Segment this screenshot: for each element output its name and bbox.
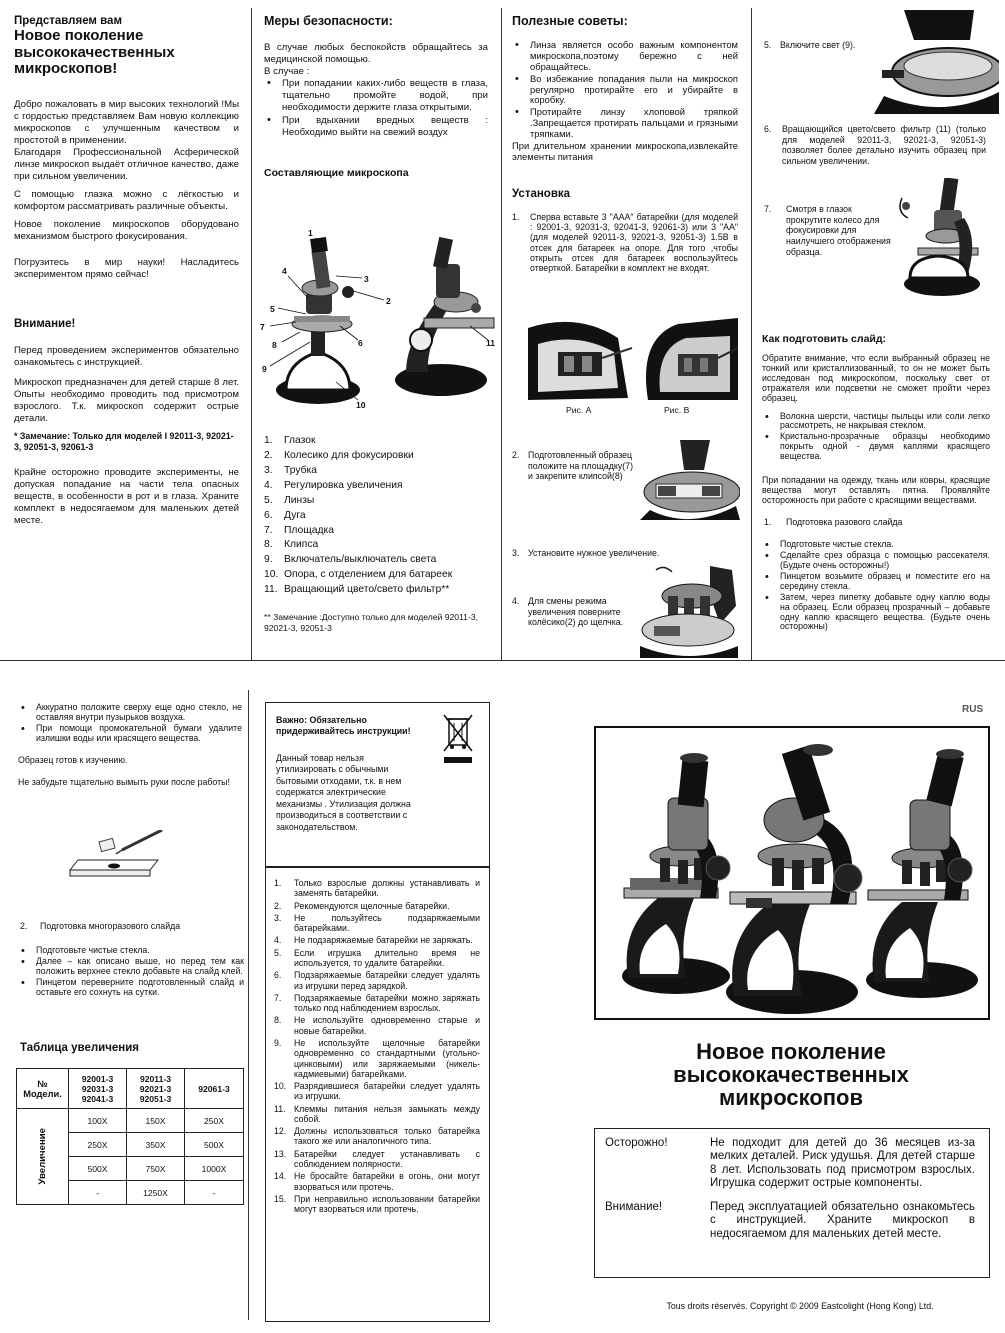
- divider-v1: [251, 8, 252, 660]
- parts-item: 9. Включатель/выключатель света: [264, 554, 437, 566]
- prep1-bullet: • Подготовьте чистые стекла.: [762, 540, 990, 550]
- battery-rule: 3. Не пользуйтесь подзаряжаемыми батарейками.: [274, 912, 480, 934]
- column-intro: [14, 14, 239, 527]
- slide-finish-bullet: • Аккуратно положите сверху еще одно стекло, не оставляя внутри пузырьков воздуха.: [18, 703, 242, 723]
- slide-finish-bullets: [18, 703, 242, 744]
- prep2-bullets: [18, 946, 244, 998]
- product-microscope-left: [622, 753, 730, 994]
- setup-step-7: 7. Смотря в глазок прокрутите колесо для фокусировки для наилучшего отображения образца.: [764, 204, 891, 257]
- fig-b-caption: Рис. B: [664, 405, 690, 415]
- cover-warning-box: [594, 1128, 990, 1278]
- table-header-col: 92011-3 92021-3 92051-3: [127, 1069, 185, 1109]
- table-header-col: 92001-3 92031-3 92041-3: [69, 1069, 127, 1109]
- table-cell: 500X: [185, 1133, 244, 1157]
- attention-label: Внимание!: [605, 1200, 663, 1213]
- callout-5: 5: [270, 304, 275, 314]
- battery-rule: 1. Только взрослые должны устанавливать и заменять батарейки.: [274, 878, 480, 899]
- divider-v4: [248, 690, 249, 1320]
- battery-photo-b: [638, 318, 738, 400]
- parts-item: 8. Клипса: [264, 539, 319, 551]
- battery-rule: 14. Не бросайте батарейки в огонь, они могут взорваться или протечь.: [274, 1171, 480, 1192]
- battery-rule: 4. Не подзаряжаемые батарейки не заряжать.: [274, 935, 473, 946]
- slide-title: Как подготовить слайд:: [762, 333, 887, 345]
- magnification-table: [16, 1068, 244, 1205]
- table-cell: 1000X: [185, 1157, 244, 1181]
- intro-p1: Добро пожаловать в мир высоких технологий !Мы с гордостью представляем Вам новую коллекцию микроскопов с улучшенным качеством и простотой в применении.: [14, 98, 239, 146]
- setup-step-4: 4. Для смены режима увеличения поверните колёсико(2) до щелчка.: [512, 596, 624, 628]
- product-microscope-right: [866, 749, 978, 998]
- slide-bullet: • Кристально-прозрачные образцы необходимо покрыть одной - двумя каплями красящего вещества.: [762, 432, 990, 462]
- safety-list: [264, 78, 488, 139]
- parts-title: Составляющие микроскопа: [264, 166, 409, 179]
- safety-p2: В случае :: [264, 65, 310, 77]
- intro-p5: Погрузитесь в мир науки! Насладитесь экспериментом прямо сейчас!: [14, 256, 239, 280]
- battery-rule: 15. При неправильно использовании батарейки могут взорваться или протечь.: [274, 1193, 480, 1215]
- slide-finish-bullet: • При помощи промокательной бумаги удалите излишки воды или красящего вещества.: [18, 724, 242, 744]
- stain-note: При попадании на одежду, ткань или ковры, красящие вещества могут оставлять пятна. Проявляйте осторожность при работе с красящими веществами.: [762, 475, 990, 506]
- battery-rule: 6. Подзаряжаемые батарейки следует удалять из игрушки перед зарядкой.: [274, 970, 480, 991]
- battery-rule: 5. Если игрушка длительно время не используется, то удалите батарейки.: [274, 947, 480, 968]
- magnification-wheel-photo: [640, 566, 740, 658]
- parts-item: 2. Колесико для фокусировки: [264, 449, 414, 461]
- bottom-left-prep2: [18, 922, 244, 1055]
- battery-rule: 12. Должны использоваться только батарейка такого же или аналогичного типа.: [274, 1126, 480, 1147]
- disposal-box: [265, 702, 490, 867]
- column-slide-prep: [762, 334, 990, 633]
- prep2-title: 2. Подготовка многоразового слайда: [20, 921, 181, 931]
- safety-p1: В случае любых беспокойств обращайтесь за медицинской помощью.: [264, 41, 488, 65]
- parts-item: 1. Глазок: [264, 435, 316, 446]
- parts-item: 5. Линзы: [264, 494, 315, 506]
- tips-item: • Линза является особо важным компонентом микроскопа,поэтому бережно с ней обращайтесь.: [512, 40, 738, 72]
- setup-step-2: 2. Подготовленный образец положите на площадку(7) и закрепите клипсой(8): [512, 450, 633, 482]
- focus-microscope-photo: [898, 178, 982, 302]
- tips-tail: При длительном хранении микроскопа,извлекайте элементы питания: [512, 139, 738, 162]
- light-switch-photo: [874, 10, 999, 114]
- attention-p4: Крайне осторожно проводите эксперименты, не допуская попадание на части тела опасных веществ, в особенности в рот и в глаза. Храните комплект в недосягаемом для маленьких детей месте.: [14, 466, 239, 526]
- parts-list: [264, 434, 492, 598]
- callout-7: 7: [260, 322, 265, 332]
- prep2-bullet: • Пинцетом переверните подготовленный слайд и оставьте его сохнуть на сутки.: [18, 978, 244, 998]
- table-cell: 350X: [127, 1133, 185, 1157]
- divider-h1: [0, 660, 1005, 661]
- callout-3: 3: [364, 274, 369, 284]
- language-tag: RUS: [962, 704, 984, 715]
- table-cell: 500X: [69, 1157, 127, 1181]
- table-row-label: Увеличение: [17, 1109, 69, 1205]
- intro-title: Новое поколение высококачественных микроскопов!: [14, 27, 175, 77]
- battery-rule: 7. Подзаряжаемые батарейки можно заряжать только под наблюдением взрослых.: [274, 992, 480, 1014]
- setup-step-1: 1. Сперва вставьте 3 "ААА" батарейки (для моделей : 92001-3, 92031-3, 92041-3, 92061-3) или 3 "АА" (для моделей 92011-3, 92021-3, 92051-3) 1.5В в отсек для батареек на опоре. Для того ,чтобы открыть отсек для батареек воспользуйтесь отверткой. Батарейки в комплект не входят.: [512, 211, 738, 274]
- divider-v3: [751, 8, 752, 660]
- attention-note: * Замечание: Только для моделей I 92011-3, 92021-3, 92051-3, 92061-3: [14, 431, 234, 452]
- crossed-bin-icon: [440, 711, 476, 767]
- column-tips: [512, 14, 738, 274]
- attention-p2: Микроскоп предназначен для детей старше 8 лет. Опыты необходимо проводить под присмотром взрослого. Т.к. микроскоп содержит острые детали.: [14, 377, 239, 425]
- parts-note: ** Замечание :Доступно только для моделей 92011-3, 92021-3, 92051-3: [264, 612, 478, 634]
- setup-step-5: 5. Включите свет (9).: [764, 40, 856, 50]
- column-safety: [264, 14, 488, 180]
- safety-item: • При вдыхании вредных веществ : Необходимо выйти на свежий воздух: [264, 115, 488, 139]
- table-header-models: № Модели.: [17, 1069, 69, 1109]
- tips-item: • Протирайте линзу хлоповой тряпкой .Запрещается протирать пальцами и грязными тряпками.: [512, 107, 738, 139]
- intro-p2: Благодаря Профессиональной Асферической линзе микроскоп выдаёт отличное качество, даже при сильном увеличении.: [14, 146, 239, 182]
- parts-list-block: [264, 434, 492, 634]
- parts-item: 4. Регулировка увеличения: [264, 479, 403, 491]
- ready-note: Образец готов к изучению.: [18, 754, 128, 765]
- battery-rule: 9. Не используйте щелочные батарейки одновременно со стандартными (угольно-цинковыми) или заряжаемыми (никель-кадмиевыми) батарейками.: [274, 1037, 480, 1079]
- table-cell: 250X: [69, 1133, 127, 1157]
- parts-item: 6. Дуга: [264, 509, 306, 521]
- table-cell: -: [185, 1181, 244, 1205]
- wash-note: Не забудьте тщательно вымыть руки после работы!: [18, 776, 230, 787]
- parts-item: 3. Трубка: [264, 464, 317, 476]
- prep1-bullet: • Сделайте срез образца с помощью рассекателя. (Будьте очень осторожны!): [762, 551, 990, 571]
- table-title: Таблица увеличения: [20, 1041, 140, 1054]
- microscope-parts-diagram: [256, 222, 498, 418]
- setup-title: Установка: [512, 188, 571, 201]
- battery-rule: 10. Разрядившиеся батарейки следует удалять из игрушки.: [274, 1081, 480, 1102]
- intro-label: Представляем вам: [14, 15, 122, 27]
- callout-4: 4: [282, 266, 287, 276]
- parts-item: 7. Площадка: [264, 524, 334, 536]
- microscopes-product-photo: [596, 728, 988, 1018]
- attention-p1: Перед проведением экспериментов обязательно ознакомьтесь с инструкцией.: [14, 345, 239, 369]
- disposal-title: Важно: Обязательно придерживайтесь инструкции!: [276, 715, 411, 736]
- intro-p3: С помощью глазка можно с лёгкостью и комфортом рассматривать различные объекты.: [14, 188, 239, 212]
- warning-label: Осторожно!: [605, 1137, 668, 1149]
- microscope-right-illustration: [395, 237, 494, 396]
- battery-rules-list: [274, 878, 480, 1216]
- prep2-bullet: • Далее – как описано выше, но перед тем как положить верхнее стекло добавьте на слайд клей.: [18, 957, 244, 977]
- battery-photo-a: [528, 318, 633, 400]
- bottom-left-column: [18, 703, 242, 788]
- safety-item: • При попадании каких-либо веществ в глаза, тщательно промойте водой, при необходимости держите глаза открытыми.: [264, 78, 488, 114]
- microscope-left-illustration: [276, 237, 360, 404]
- battery-rule: 11. Клеммы питания нельзя замыкать между собой.: [274, 1103, 480, 1124]
- battery-rule: 8. Не используйте одновременно старые и новые батарейки.: [274, 1015, 480, 1036]
- callout-1: 1: [308, 228, 313, 238]
- table-cell: -: [69, 1181, 127, 1205]
- table-cell: 750X: [127, 1157, 185, 1181]
- prep1-bullets: [762, 540, 990, 632]
- disposal-text: Данный товар нельзя утилизировать с обычными бытовыми отходами, т.к. в нем содержатся электрические механизмы . Утилизация должна производиться в соответствии с законодательством.: [276, 753, 411, 832]
- intro-p4: Новое поколение микроскопов оборудовано механизмом быстрого фокусирования.: [14, 218, 239, 242]
- parts-item: 11. Вращающий цвето/свето фильтр**: [264, 584, 450, 596]
- attention-title: Внимание!: [14, 317, 76, 330]
- warning-text: Не подходит для детей до 36 месяцев из-за мелких деталей. Риск удушья. Для детей старше 8 лет. Использовать под присмотром взрослых. Игрушка содержит острые компоненты.: [710, 1137, 975, 1190]
- divider-v2: [501, 8, 502, 660]
- prep2-bullet: • Подготовьте чистые стекла.: [18, 946, 244, 956]
- product-microscope-middle: [726, 744, 862, 1014]
- tips-item: • Во избежание попадания пыли на микроскоп регулярно протирайте его и убирайте в коробку.: [512, 74, 738, 106]
- attention-row: [605, 1201, 975, 1241]
- callout-6: 6: [358, 338, 363, 348]
- prep1-bullet: • Затем, через пипетку добавьте одну каплю воды на образец. Если образец прозрачный – добавьте одну каплю красящего вещества. (Будьте очень осторожны): [762, 593, 990, 633]
- tips-list: [512, 40, 738, 139]
- product-photo-frame: [594, 726, 990, 1020]
- safety-title: Меры безопасности:: [264, 14, 393, 28]
- slide-bullet: • Волокна шерсти, частицы пыльцы или соли легко рассмотреть, не накрывая стеклом.: [762, 412, 990, 432]
- battery-rule: 2. Рекомендуются щелочные батарейки.: [274, 900, 450, 911]
- slide-illustration: [64, 830, 164, 890]
- callout-8: 8: [272, 340, 277, 350]
- battery-rules-box: [265, 867, 490, 1322]
- battery-rule: 13. Батарейки следует устанавливать с соблюдением полярности.: [274, 1148, 480, 1170]
- setup-step-6: 6. Вращающийся цвето/свето фильтр (11) (только для моделей 92011-3, 92021-3, 92051-3) позволяет более детально изучить образец при сильном увеличении.: [764, 124, 986, 166]
- slide-intro: Обратите внимание, что если выбранный образец не тонкий или кристаллизованный, то он не может быть исследован под микроскопом, поскольку свет от отражателя или подсветки не сможет пройти через образец.: [762, 352, 990, 403]
- slide-bullets: [762, 412, 990, 463]
- fig-a-caption: Рис. A: [566, 405, 592, 415]
- callout-2: 2: [386, 296, 391, 306]
- prep1-bullet: • Пинцетом возьмите образец и поместите его на середину стекла.: [762, 572, 990, 592]
- callout-10: 10: [356, 400, 366, 410]
- copyright: Tous droits réservés. Copyright © 2009 Eastcolight (Hong Kong) Ltd.: [666, 1301, 934, 1311]
- table-cell: 150X: [127, 1109, 185, 1133]
- table-cell: 250X: [185, 1109, 244, 1133]
- table-header-col: 92061-3: [185, 1069, 244, 1109]
- slide-clip-photo: [640, 440, 740, 520]
- tips-title: Полезные советы:: [512, 14, 628, 28]
- warning-row: [605, 1137, 975, 1191]
- cover-title: Новое поколение высококачественных микроскопов: [673, 1039, 909, 1111]
- table-cell: 1250X: [127, 1181, 185, 1205]
- prep1-title: 1. Подготовка разового слайда: [764, 517, 903, 528]
- callout-11: 11: [486, 338, 495, 348]
- setup-step-3: 3. Установите нужное увеличение.: [512, 548, 660, 558]
- table-cell: 100X: [69, 1109, 127, 1133]
- callout-9: 9: [262, 364, 267, 374]
- parts-item: 10. Опора, с отделением для батареек: [264, 569, 453, 581]
- attention-text: Перед эксплуатацией обязательно ознакомьтесь с инструкцией. Храните микроскоп в недосягаемом для маленьких детей месте.: [710, 1200, 975, 1240]
